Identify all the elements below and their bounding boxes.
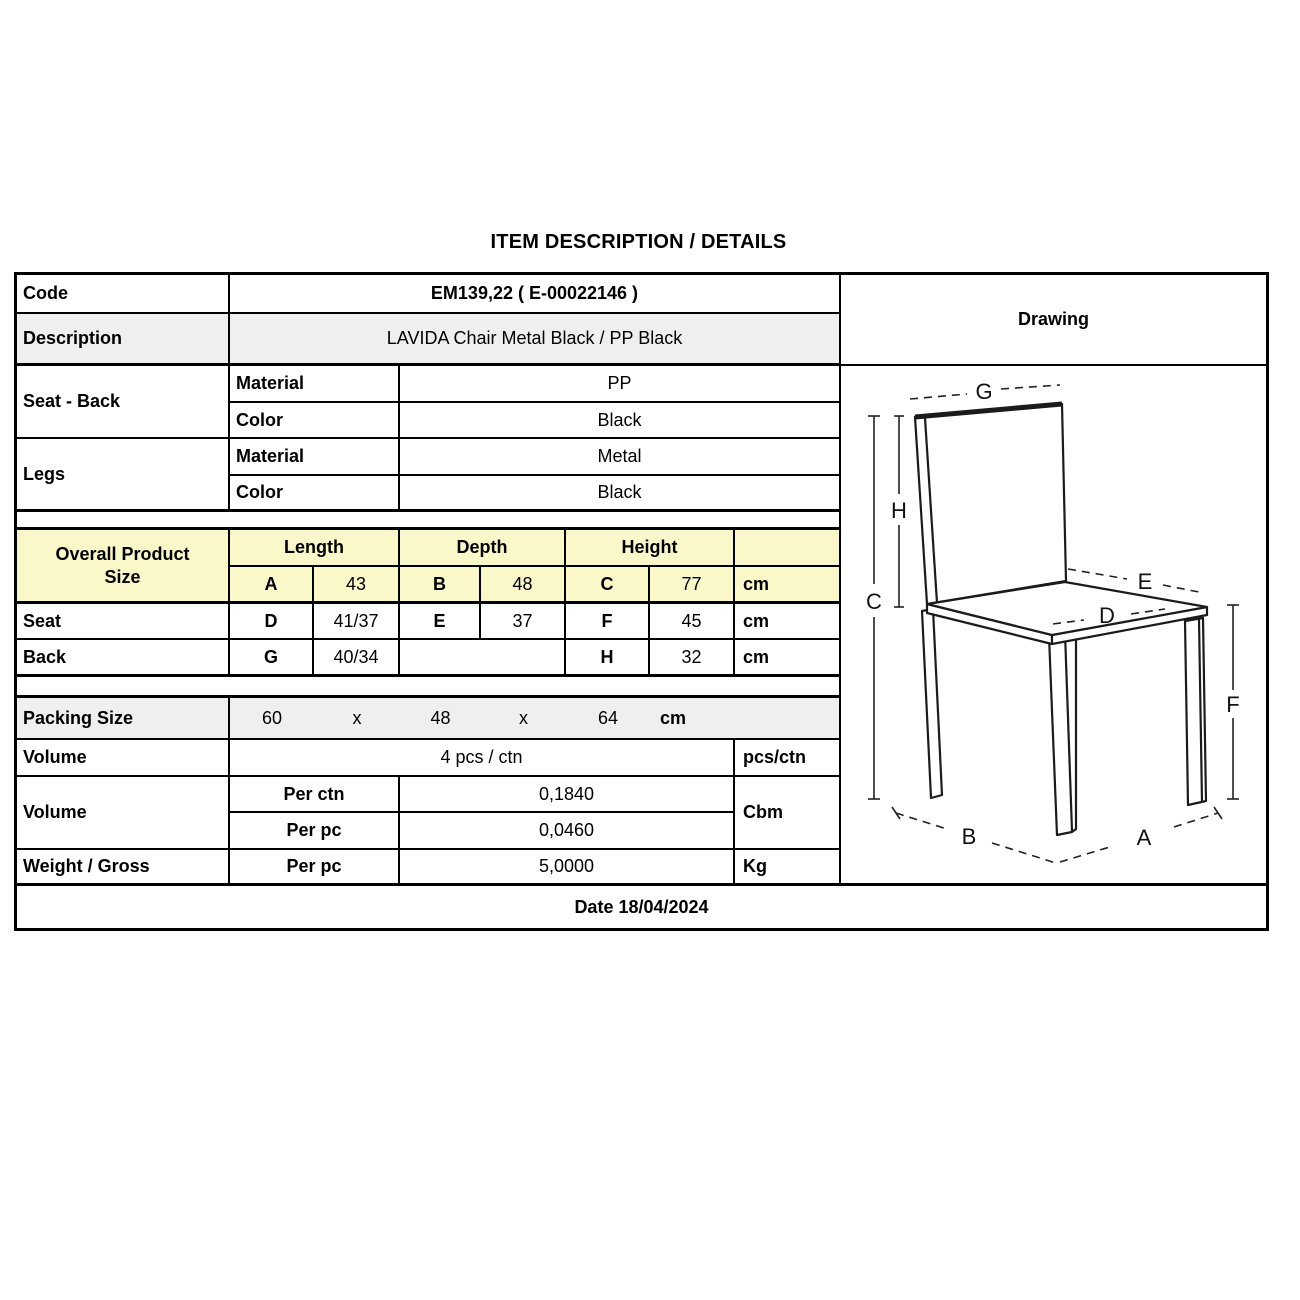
volume-cbm-unit: Cbm (735, 777, 841, 850)
overall-letter-b: B (400, 567, 481, 604)
weight-per-pc-key: Per pc (230, 850, 400, 886)
back-depth-empty (400, 640, 566, 677)
legs-material-value: Metal (400, 439, 841, 476)
volume-pcs-unit: pcs/ctn (735, 740, 841, 777)
dim-label-h: H (891, 498, 907, 523)
seat-value-d: 41/37 (314, 604, 400, 640)
spec-table (14, 272, 1269, 931)
weight-label: Weight / Gross (17, 850, 230, 886)
overall-value-c: 77 (650, 567, 735, 604)
volume-cbm-label: Volume (17, 777, 230, 850)
packing-size-label: Packing Size (17, 698, 230, 740)
seat-back-material-key: Material (230, 366, 400, 403)
code-value: EM139,22 ( E-00022146 ) (230, 275, 841, 314)
page-title: ITEM DESCRIPTION / DETAILS (490, 231, 787, 253)
overall-value-a: 43 (314, 567, 400, 604)
seat-back-color-value: Black (400, 403, 841, 439)
overall-letter-a: A (230, 567, 314, 604)
back-value-g: 40/34 (314, 640, 400, 677)
chair-right-leg (1185, 618, 1206, 805)
spacer-row-2 (17, 677, 841, 698)
dim-label-c: C (866, 589, 882, 614)
weight-value: 5,0000 (400, 850, 735, 886)
size-header-height: Height (566, 530, 735, 567)
dim-label-d: D (1099, 603, 1115, 628)
drawing-header: Drawing (841, 275, 1266, 366)
size-header-unit-empty (735, 530, 841, 567)
legs-color-value: Black (400, 476, 841, 512)
seat-back-label: Seat - Back (17, 366, 230, 439)
overall-value-b: 48 (481, 567, 566, 604)
chair-drawing (841, 366, 1266, 883)
seat-value-f: 45 (650, 604, 735, 640)
packing-size-value (230, 698, 841, 740)
seat-row-label: Seat (17, 604, 230, 640)
back-value-h: 32 (650, 640, 735, 677)
packing-dim-1: 60 (261, 707, 283, 728)
dim-label-g: G (975, 379, 993, 404)
overall-unit: cm (735, 567, 841, 604)
legs-material-key: Material (230, 439, 400, 476)
weight-unit: Kg (735, 850, 841, 886)
chair-back-left-leg (922, 609, 942, 798)
back-letter-h: H (566, 640, 650, 677)
chair-backrest (915, 404, 1066, 604)
volume-per-pc-value: 0,0460 (400, 813, 735, 850)
date-row: Date 18/04/2024 (17, 886, 1266, 928)
back-unit: cm (735, 640, 841, 677)
seat-unit: cm (735, 604, 841, 640)
overall-letter-c: C (566, 567, 650, 604)
seat-letter-e: E (400, 604, 481, 640)
code-label: Code (17, 275, 230, 314)
packing-size-parts (230, 708, 839, 729)
volume-pcs-value: 4 pcs / ctn (230, 740, 735, 777)
seat-value-e: 37 (481, 604, 566, 640)
seat-back-material-value: PP (400, 366, 841, 403)
volume-pcs-label: Volume (17, 740, 230, 777)
seat-letter-d: D (230, 604, 314, 640)
legs-label: Legs (17, 439, 230, 512)
overall-size-label (17, 530, 230, 604)
packing-sep-1: x (352, 707, 362, 728)
back-letter-g: G (230, 640, 314, 677)
overall-size-label-text: Overall Product Size (55, 544, 190, 587)
packing-dim-2: 48 (430, 707, 451, 728)
size-header-length: Length (230, 530, 400, 567)
volume-per-pc-key: Per pc (230, 813, 400, 850)
size-header-depth: Depth (400, 530, 566, 567)
drawing-area (841, 366, 1266, 886)
description-label: Description (17, 314, 230, 366)
description-value: LAVIDA Chair Metal Black / PP Black (230, 314, 841, 366)
dim-label-e: E (1137, 569, 1153, 594)
packing-dim-3: 64 (597, 707, 619, 728)
spacer-row-1 (17, 512, 841, 530)
dim-label-f: F (1226, 692, 1240, 717)
legs-color-key: Color (230, 476, 400, 512)
packing-unit: cm (660, 707, 687, 728)
back-row-label: Back (17, 640, 230, 677)
seat-back-color-key: Color (230, 403, 400, 439)
volume-per-ctn-value: 0,1840 (400, 777, 735, 813)
packing-sep-2: x (519, 707, 528, 728)
dim-label-a: A (1136, 825, 1152, 850)
volume-per-ctn-key: Per ctn (230, 777, 400, 813)
seat-letter-f: F (566, 604, 650, 640)
dim-label-b: B (961, 824, 977, 849)
